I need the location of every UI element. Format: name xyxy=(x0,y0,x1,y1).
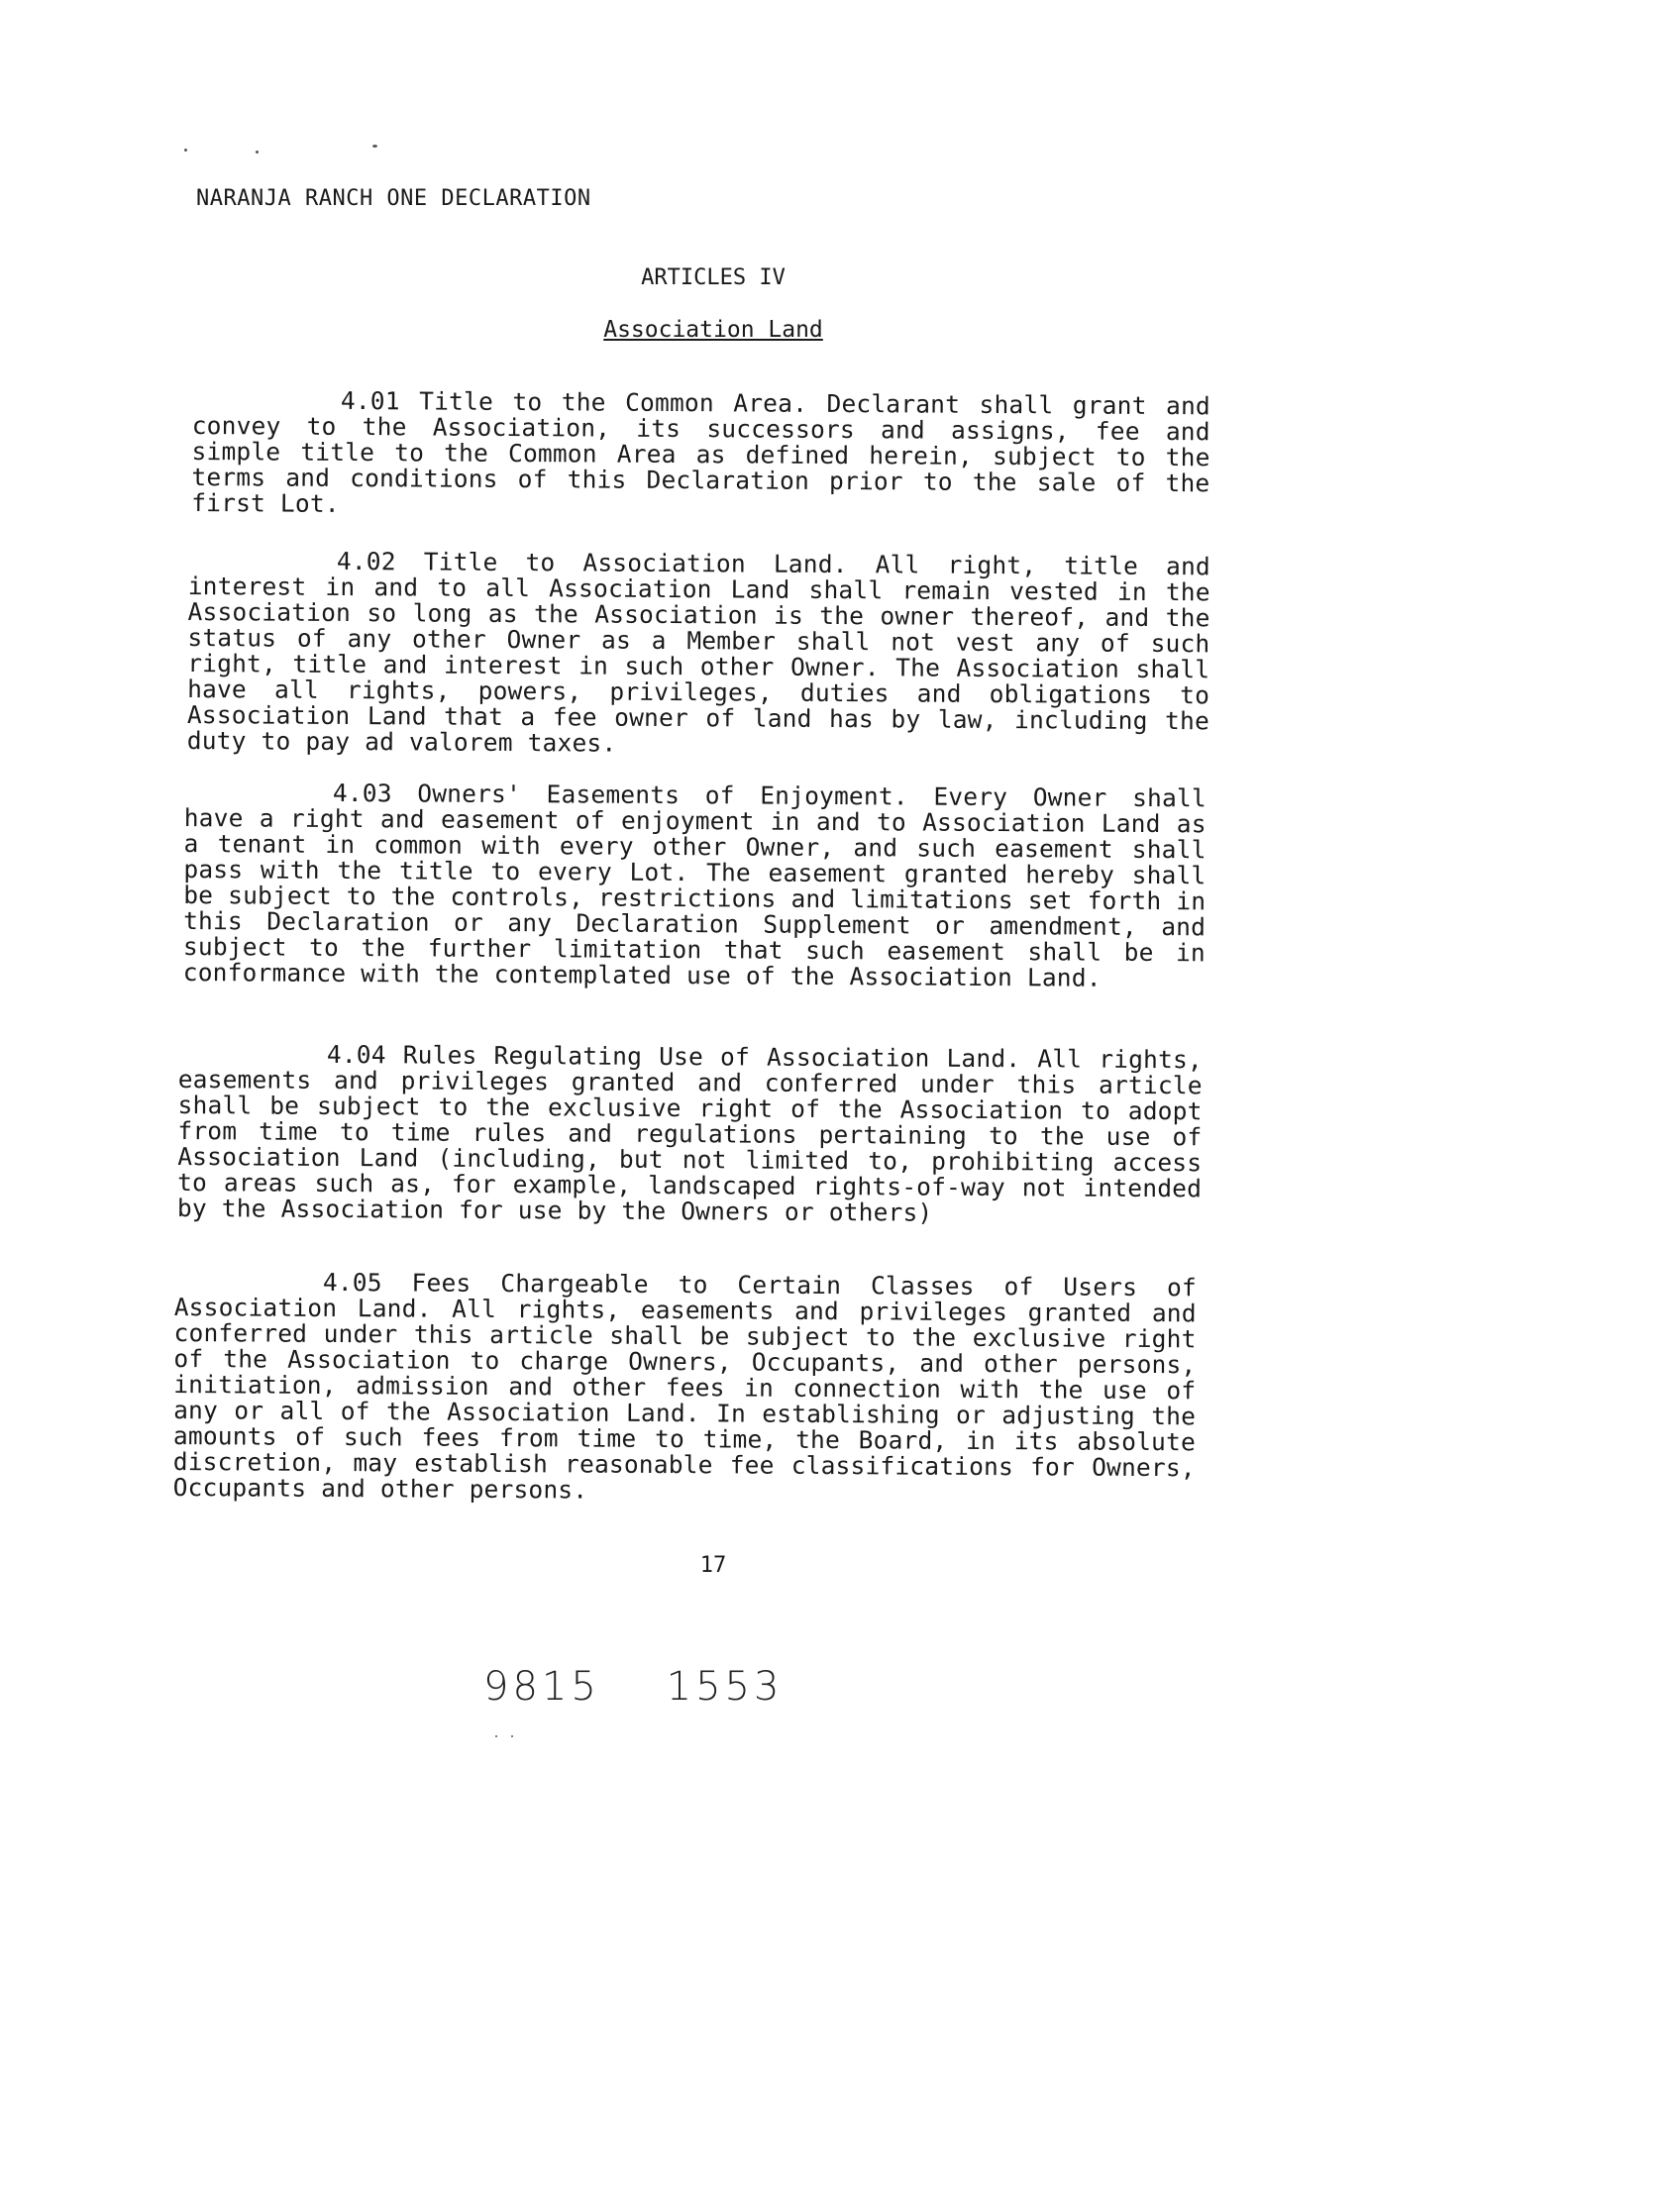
section-4-01: 4.01 Title to the Common Area. Declarant shall grant and convey to the Association, its successors and assigns, fee and simple title to the Common Area as defined herein, subject to the terms and conditions of this Declaration prior to the sale of the first Lot. xyxy=(191,385,1210,518)
article-subheading: Association Land xyxy=(603,317,823,343)
article-heading: ARTICLES IV xyxy=(641,265,786,290)
document-header-title: NARANJA RANCH ONE DECLARATION xyxy=(196,186,591,211)
scan-speck xyxy=(184,149,187,152)
scan-speck xyxy=(256,151,259,154)
section-4-04: 4.04 Rules Regulating Use of Association Land. All rights, easements and privileges granted and conferred under this article shall be subject to the exclusive right of the Association to adopt from time to time rules and regulations pertaining to the use of Association Land (including, but not limited to, prohibiting access to areas such as, for example, landscaped rights-of-way not intended by the Association for use by the Owners or others) xyxy=(176,1039,1203,1227)
section-4-05: 4.05 Fees Chargeable to Certain Classes of Users of Association Land. All rights, easements and privileges granted and conferred under this article shall be subject to the exclusive right of the Association to charge Owners, Occupants, and other persons, initiation, admission and other fees in connection with the use of any or all of the Association Land. In establishing or adjusting the amounts of such fees from time to time, the Board, in its absolute discretion, may establish reasonable fee classifications for Owners, Occupants and other persons. xyxy=(172,1267,1197,1505)
scan-speck xyxy=(511,1735,513,1737)
scan-speck xyxy=(372,145,377,148)
page-number: 17 xyxy=(699,1553,727,1578)
scan-speck xyxy=(495,1735,497,1737)
section-4-03: 4.03 Owners' Easements of Enjoyment. Every Owner shall have a right and easement of enjoyment in and to Association Land as a tenant in common with every other Owner, and such easement shall pass with the title to every Lot. The easement granted hereby shall be subject to the controls, restrictions and limitations set forth in this Declaration or any Declaration Supplement or amendment, and subject to the further limitation that such easement shall be in conformance with the contemplated use of the Association Land. xyxy=(182,778,1207,992)
section-4-02: 4.02 Title to Association Land. All right, title and interest in and to all Association Land shall remain vested in the Association so long as the Association is the owner thereof, and the status of any other Owner as a Member shall not vest any of such right, title and interest in such other Owner. The Association shall have all rights, powers, privileges, duties and obligations to Association Land that a fee owner of land has by law, including the duty to pay ad valorem taxes. xyxy=(186,546,1210,758)
recording-stamp-number: 9815 1553 xyxy=(483,1664,784,1710)
